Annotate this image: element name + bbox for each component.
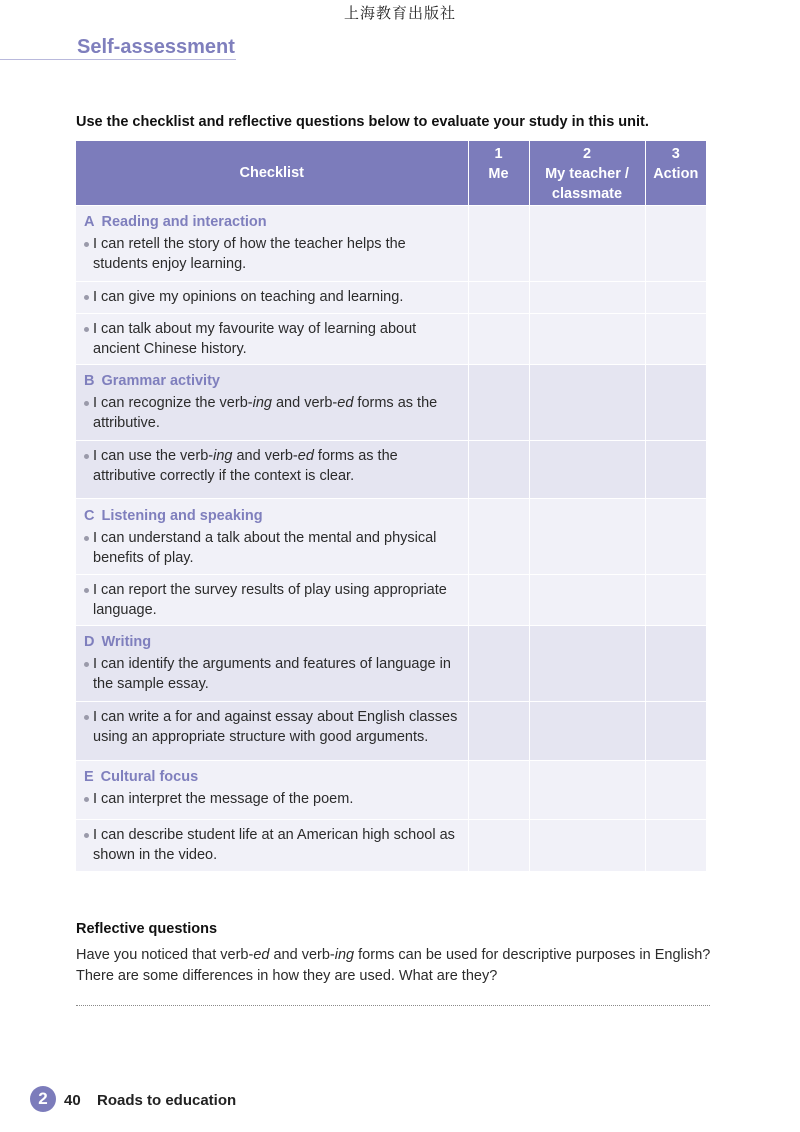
rating-cell-action[interactable] bbox=[645, 313, 706, 364]
italic-fragment: ed bbox=[297, 447, 314, 464]
header-action bbox=[645, 141, 706, 205]
checklist-item-cell bbox=[76, 498, 468, 574]
table-row bbox=[76, 440, 706, 498]
rating-cell-action[interactable] bbox=[645, 440, 706, 498]
category-title: Reading and interaction bbox=[101, 213, 267, 230]
text-fragment: forms as the attributive. bbox=[93, 394, 438, 431]
section-title: Self-assessment bbox=[77, 36, 235, 58]
rating-cell-me[interactable] bbox=[468, 440, 529, 498]
rating-cell-me[interactable] bbox=[468, 574, 529, 625]
italic-fragment: ing bbox=[213, 447, 233, 464]
text-fragment: and verb- bbox=[269, 947, 335, 963]
answer-line[interactable] bbox=[76, 1005, 710, 1006]
checklist-item bbox=[84, 528, 462, 569]
unit-badge: 2 bbox=[30, 1086, 56, 1112]
checklist-item-cell bbox=[76, 574, 468, 625]
category-heading bbox=[84, 767, 462, 787]
header-teacher-classmate bbox=[529, 141, 645, 205]
rating-cell-action[interactable] bbox=[645, 281, 706, 313]
rating-cell-action[interactable] bbox=[645, 701, 706, 760]
page-number: 40 bbox=[64, 1092, 81, 1109]
text-fragment: Have you noticed that verb- bbox=[76, 947, 254, 963]
category-letter: D bbox=[84, 633, 95, 650]
checklist-item-text: I can write a for and against essay about English classes using an appropriate structure with good arguments. bbox=[93, 708, 458, 745]
rating-cell-me[interactable] bbox=[468, 498, 529, 574]
checklist-table bbox=[76, 141, 706, 871]
bullet-icon bbox=[84, 401, 89, 406]
table-header-row bbox=[76, 141, 706, 205]
header-checklist: Checklist bbox=[76, 141, 468, 205]
category-title: Grammar activity bbox=[101, 372, 220, 389]
checklist-item bbox=[84, 319, 462, 360]
checklist-item-cell bbox=[76, 440, 468, 498]
checklist-item-text: I can talk about my favourite way of learning about ancient Chinese history. bbox=[93, 320, 417, 357]
bullet-icon bbox=[84, 295, 89, 300]
header-me-number: 1 bbox=[494, 146, 503, 162]
bullet-icon bbox=[84, 242, 89, 247]
rating-cell-teacher[interactable] bbox=[529, 760, 645, 819]
text-fragment: and verb- bbox=[232, 447, 298, 464]
rating-cell-teacher[interactable] bbox=[529, 364, 645, 440]
unit-title: Roads to education bbox=[97, 1092, 237, 1109]
table-row bbox=[76, 760, 706, 819]
rating-cell-action[interactable] bbox=[645, 625, 706, 701]
category-letter: A bbox=[84, 213, 95, 230]
table-row bbox=[76, 498, 706, 574]
instructions: Use the checklist and reflective questions below to evaluate your study in this unit. bbox=[76, 114, 649, 130]
checklist-item bbox=[84, 446, 462, 487]
category-heading bbox=[84, 212, 462, 232]
checklist-item bbox=[84, 580, 462, 621]
bullet-icon bbox=[84, 797, 89, 802]
rating-cell-action[interactable] bbox=[645, 205, 706, 281]
text-fragment: forms can be used for descriptive purposes in English? There are some differences in how they are used. What are they? bbox=[76, 947, 711, 984]
rating-cell-teacher[interactable] bbox=[529, 313, 645, 364]
category-letter: C bbox=[84, 507, 95, 524]
checklist-item-text: I can retell the story of how the teacher helps the students enjoy learning. bbox=[93, 235, 406, 272]
rating-cell-teacher[interactable] bbox=[529, 440, 645, 498]
checklist-item bbox=[84, 825, 462, 866]
rating-cell-teacher[interactable] bbox=[529, 701, 645, 760]
text-fragment: I can recognize the verb- bbox=[93, 394, 253, 411]
checklist-item-text: I can interpret the message of the poem. bbox=[93, 790, 354, 807]
checklist-item-text: I can understand a talk about the mental and physical benefits of play. bbox=[93, 529, 437, 566]
bullet-icon bbox=[84, 833, 89, 838]
table-row bbox=[76, 625, 706, 701]
checklist-item-cell bbox=[76, 625, 468, 701]
checklist-item-text bbox=[93, 395, 437, 432]
rating-cell-me[interactable] bbox=[468, 760, 529, 819]
rating-cell-me[interactable] bbox=[468, 313, 529, 364]
italic-fragment: ed bbox=[337, 394, 354, 411]
checklist-item bbox=[84, 707, 462, 748]
table-row bbox=[76, 205, 706, 281]
table-row bbox=[76, 281, 706, 313]
table-row bbox=[76, 819, 706, 871]
rating-cell-action[interactable] bbox=[645, 574, 706, 625]
checklist-item-text bbox=[93, 448, 398, 485]
checklist-item bbox=[84, 393, 462, 434]
checklist-item bbox=[84, 234, 462, 275]
header-action-number: 3 bbox=[671, 146, 680, 162]
category-letter: E bbox=[84, 768, 94, 785]
bullet-icon bbox=[84, 715, 89, 720]
table-row bbox=[76, 701, 706, 760]
checklist-item-cell bbox=[76, 205, 468, 281]
checklist-item-cell bbox=[76, 701, 468, 760]
category-heading bbox=[84, 506, 462, 526]
category-title: Cultural focus bbox=[100, 768, 199, 785]
category-heading bbox=[84, 632, 462, 652]
table-row bbox=[76, 364, 706, 440]
rating-cell-me[interactable] bbox=[468, 205, 529, 281]
header-action-label: Action bbox=[653, 166, 699, 182]
checklist-item-cell bbox=[76, 364, 468, 440]
bullet-icon bbox=[84, 327, 89, 332]
checklist-item-text: I can give my opinions on teaching and learning. bbox=[93, 288, 404, 305]
category-title: Listening and speaking bbox=[101, 507, 263, 524]
bullet-icon bbox=[84, 454, 89, 459]
checklist-item-cell bbox=[76, 819, 468, 871]
italic-fragment: ing bbox=[334, 947, 355, 963]
checklist-item-cell bbox=[76, 760, 468, 819]
rating-cell-me[interactable] bbox=[468, 281, 529, 313]
rating-cell-action[interactable] bbox=[645, 364, 706, 440]
category-letter: B bbox=[84, 372, 95, 389]
rating-cell-me[interactable] bbox=[468, 364, 529, 440]
header-teacher-label-2: classmate bbox=[551, 186, 623, 202]
checklist-item bbox=[84, 654, 462, 695]
bullet-icon bbox=[84, 536, 89, 541]
text-fragment: and verb- bbox=[271, 394, 338, 411]
text-fragment: forms as the attributive correctly if the context is clear. bbox=[93, 447, 398, 484]
checklist-item-text: I can identify the arguments and features of language in the sample essay. bbox=[93, 655, 451, 692]
rating-cell-teacher[interactable] bbox=[529, 625, 645, 701]
italic-fragment: ed bbox=[253, 947, 270, 963]
rating-cell-teacher[interactable] bbox=[529, 498, 645, 574]
table-row bbox=[76, 313, 706, 364]
bullet-icon bbox=[84, 662, 89, 667]
rating-cell-teacher[interactable] bbox=[529, 281, 645, 313]
checklist-item-cell bbox=[76, 313, 468, 364]
checklist-item bbox=[84, 789, 462, 810]
text-fragment: I can use the verb- bbox=[93, 447, 214, 464]
rating-cell-teacher[interactable] bbox=[529, 205, 645, 281]
header-me bbox=[468, 141, 529, 205]
title-underline bbox=[0, 59, 236, 60]
publisher-name: 上海教育出版社 bbox=[343, 4, 456, 22]
checklist-item-text: I can describe student life at an American high school as shown in the video. bbox=[93, 826, 455, 863]
table-row bbox=[76, 574, 706, 625]
rating-cell-me[interactable] bbox=[468, 625, 529, 701]
rating-cell-me[interactable] bbox=[468, 701, 529, 760]
reflective-questions-text bbox=[76, 945, 716, 986]
rating-cell-teacher[interactable] bbox=[529, 819, 645, 871]
rating-cell-action[interactable] bbox=[645, 819, 706, 871]
reflective-questions-heading: Reflective questions bbox=[76, 921, 218, 937]
rating-cell-action[interactable] bbox=[645, 760, 706, 819]
bullet-icon bbox=[84, 588, 89, 593]
header-teacher-number: 2 bbox=[582, 146, 592, 162]
category-title: Writing bbox=[101, 633, 152, 650]
category-heading bbox=[84, 371, 462, 391]
rating-cell-me[interactable] bbox=[468, 819, 529, 871]
italic-fragment: ing bbox=[252, 394, 272, 411]
checklist-item bbox=[84, 287, 462, 308]
checklist-item-text: I can report the survey results of play using appropriate language. bbox=[93, 581, 447, 618]
header-me-label: Me bbox=[488, 166, 509, 182]
checklist-item-cell bbox=[76, 281, 468, 313]
rating-cell-action[interactable] bbox=[645, 498, 706, 574]
rating-cell-teacher[interactable] bbox=[529, 574, 645, 625]
header-teacher-label-1: My teacher / bbox=[545, 166, 629, 182]
